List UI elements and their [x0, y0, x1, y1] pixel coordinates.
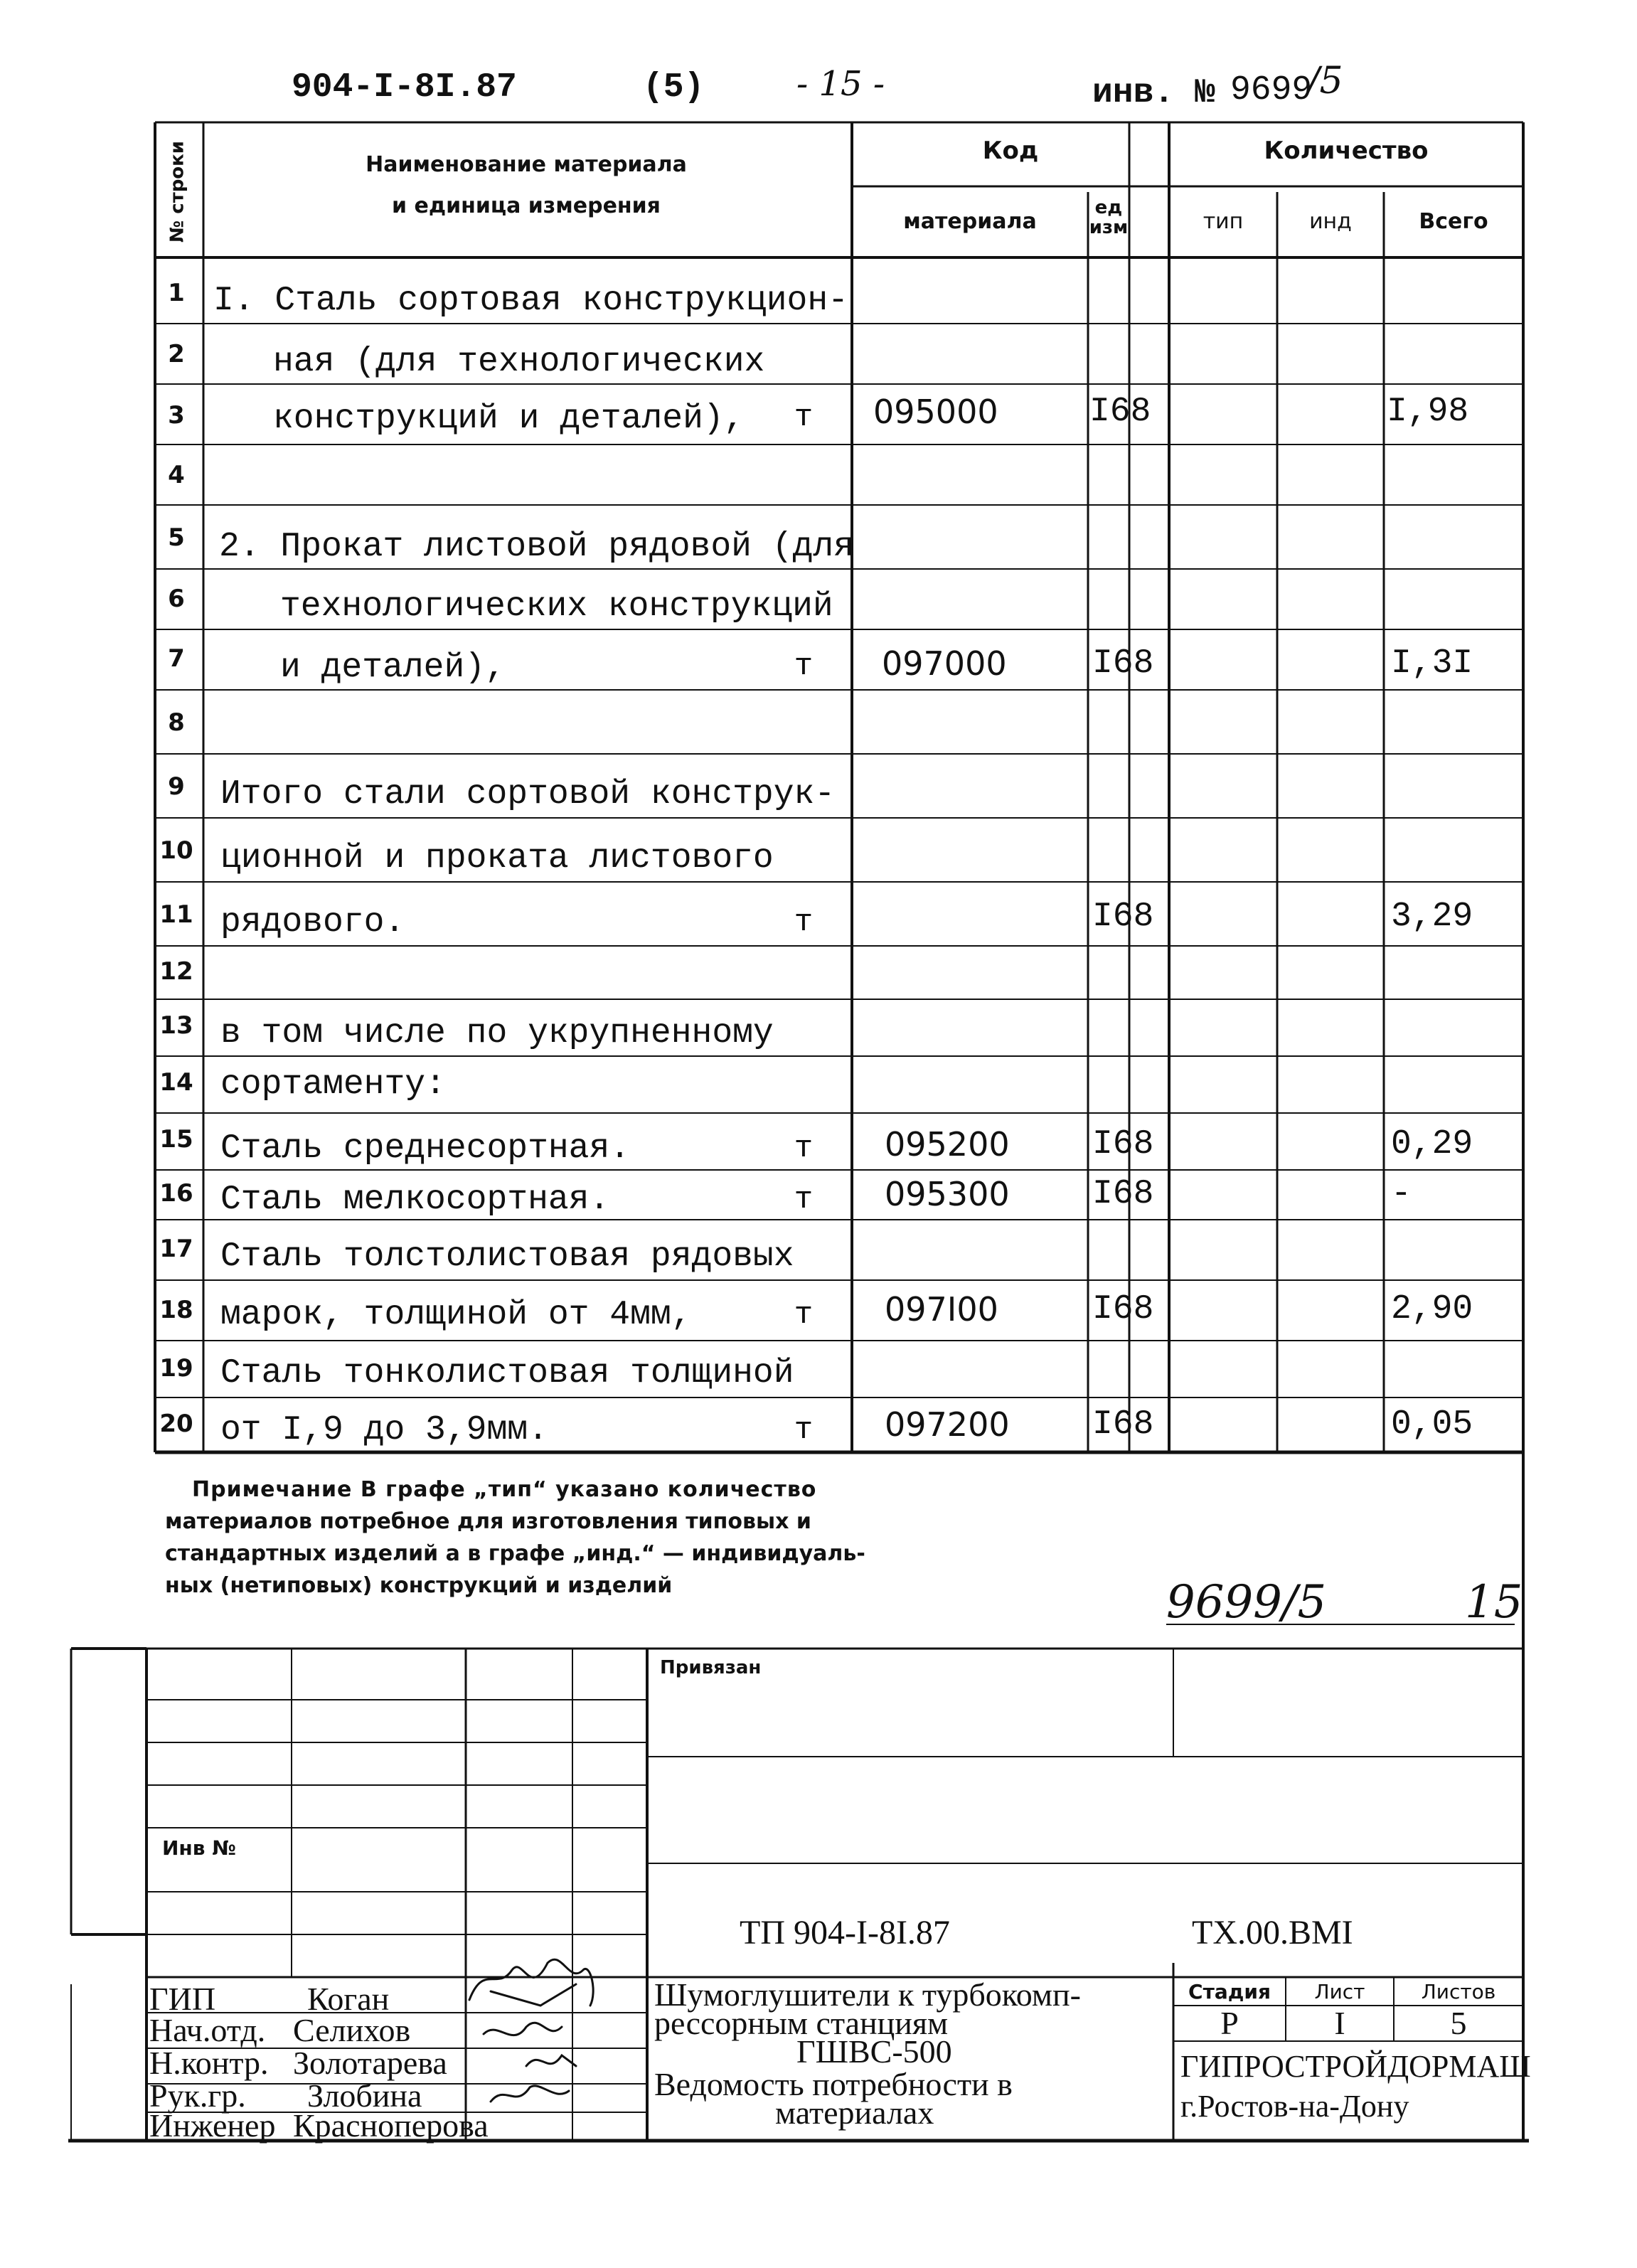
handwritten-sheet: 15 [1465, 1576, 1523, 1629]
row-number: 7 [168, 644, 185, 673]
row-unit: т [794, 1412, 814, 1448]
col-header-total: Всего [1419, 209, 1488, 234]
title-line-1: Шумоглушители к турбокомп- [654, 1976, 1081, 2013]
col-header-unit-2: изм [1089, 217, 1129, 238]
row-total: 0,05 [1391, 1405, 1473, 1444]
doc-code: 904-I-8I.87 [292, 68, 517, 107]
note-line-4: ных (нетиповых) конструкций и изделий [165, 1573, 673, 1598]
inv-number: 9699 [1230, 71, 1313, 110]
row-number: 17 [159, 1235, 193, 1263]
note-line-3: стандартных изделий а в графе „инд.“ — индивидуаль- [165, 1541, 865, 1566]
row-unit: т [794, 1182, 814, 1218]
row-total: 2,90 [1391, 1290, 1473, 1329]
row-name: 2. Прокат листовой рядовой (для [219, 528, 854, 566]
col-header-quantity: Количество [1264, 137, 1429, 165]
sheet-label: Лист [1314, 1980, 1365, 2003]
page-mark: - 15 - [796, 64, 885, 104]
role-name: Селихов [293, 2012, 411, 2048]
row-name: марок, толщиной от 4мм, [220, 1296, 692, 1334]
stage-value: Р [1220, 2005, 1239, 2041]
organization: ГИПРОСТРОЙДОРМАШ [1180, 2049, 1531, 2084]
row-number: 8 [168, 708, 185, 737]
inv-no-label: Инв № [162, 1836, 236, 1860]
col-header-code-material: материала [903, 209, 1037, 234]
row-name: Сталь толстолистовая рядовых [220, 1237, 794, 1276]
row-name: ционной и проката листового [220, 839, 774, 878]
row-total: - [1391, 1175, 1412, 1213]
note-line-1: Примечание В графе „тип“ указано количество [192, 1477, 817, 1502]
row-unit: т [794, 649, 814, 684]
row-edizm: I68 [1092, 644, 1154, 683]
row-edizm: I68 [1092, 1290, 1154, 1329]
row-number: 1 [168, 279, 185, 307]
row-number: 14 [159, 1068, 193, 1097]
row-edizm: I68 [1092, 1175, 1154, 1213]
row-number: 9 [168, 772, 185, 801]
row-unit: т [794, 1297, 814, 1333]
row-number: 18 [159, 1296, 193, 1324]
row-name: Сталь среднесортная. [220, 1129, 631, 1168]
row-edizm: I68 [1092, 1405, 1154, 1444]
row-name: I. Сталь сортовая конструкцион- [213, 282, 848, 320]
role-label: Инженер [149, 2107, 276, 2144]
sheets-label: Листов [1421, 1980, 1496, 2003]
sheet-mark: (5) [643, 68, 705, 107]
role-name: Золотарева [293, 2045, 447, 2081]
col-header-unit-1: ед [1094, 197, 1123, 218]
city: г.Ростов-на-Дону [1180, 2089, 1409, 2124]
role-label: Нач.отд. [149, 2012, 266, 2048]
row-number: 10 [159, 836, 193, 865]
role-name: Злобина [307, 2077, 422, 2114]
row-total: I,3I [1391, 644, 1473, 683]
stage-label: Стадия [1188, 1980, 1271, 2003]
row-name: Сталь тонколистовая толщиной [220, 1354, 794, 1393]
role-name: Красноперова [293, 2107, 489, 2144]
col-header-ind: инд [1309, 209, 1352, 234]
row-code: 097000 [882, 644, 1007, 683]
row-unit: т [794, 905, 814, 940]
row-total: 3,29 [1391, 898, 1473, 936]
row-name: в том числе по укрупненному [220, 1014, 774, 1053]
row-unit: т [794, 400, 814, 435]
row-name: технологических конструкций [280, 587, 833, 626]
title-line-2: рессорным станциям [654, 2005, 949, 2041]
row-number: 3 [168, 401, 185, 430]
title-line-5: материалах [775, 2094, 934, 2131]
role-name: Коган [307, 1981, 390, 2017]
row-number: 20 [159, 1410, 193, 1438]
row-code: 095300 [885, 1175, 1010, 1213]
row-unit: т [794, 1131, 814, 1166]
row-code: 097200 [885, 1405, 1010, 1444]
row-edizm: I68 [1092, 898, 1154, 936]
row-code: 095000 [873, 393, 998, 431]
project-code: ТП 904-I-8I.87 [740, 1914, 950, 1952]
row-number: 15 [159, 1125, 193, 1154]
col-header-name-1: Наименование материала [366, 152, 687, 177]
row-edizm: I68 [1092, 1125, 1154, 1164]
handwritten-inv: 9699/5 [1166, 1576, 1327, 1629]
row-name: ная (для технологических [273, 343, 765, 381]
role-label: Рук.гр. [149, 2077, 246, 2114]
row-number: 11 [159, 900, 193, 929]
row-number: 4 [168, 461, 185, 489]
privyazan-label: Привязан [660, 1657, 762, 1678]
row-number: 13 [159, 1011, 193, 1040]
row-name: сортаменту: [220, 1065, 446, 1104]
inv-suffix: /5 [1307, 60, 1343, 102]
row-edizm: I68 [1089, 393, 1151, 431]
row-number: 16 [159, 1179, 193, 1208]
title-line-3: ГШВС-500 [796, 2033, 952, 2070]
note-line-2: материалов потребное для изготовления типовых и [165, 1509, 811, 1534]
row-code: 095200 [885, 1125, 1010, 1164]
row-number: 6 [168, 585, 185, 613]
row-total: I,98 [1387, 393, 1469, 431]
row-name: конструкций и деталей), [273, 400, 745, 438]
col-header-rownum: № строки [166, 140, 188, 243]
sheets-value: 5 [1450, 2005, 1467, 2041]
col-header-code: Код [982, 137, 1039, 165]
doc-mark: ТХ.00.ВМI [1192, 1914, 1353, 1952]
inv-label: инв. № [1092, 74, 1215, 112]
sheet-value: I [1334, 2005, 1345, 2041]
role-label: ГИП [149, 1981, 216, 2017]
col-header-type: тип [1203, 209, 1244, 234]
role-label: Н.контр. [149, 2045, 269, 2081]
title-line-4: Ведомость потребности в [654, 2066, 1013, 2102]
col-header-name-2: и единица измерения [392, 193, 661, 218]
row-number: 2 [168, 340, 185, 368]
row-code: 097I00 [885, 1290, 998, 1329]
row-number: 5 [168, 523, 185, 552]
row-name: рядового. [220, 903, 405, 942]
row-number: 19 [159, 1354, 193, 1383]
row-name: Итого стали сортовой конструк- [220, 775, 836, 814]
row-number: 12 [159, 957, 193, 986]
row-name: и деталей), [280, 649, 506, 687]
row-total: 0,29 [1391, 1125, 1473, 1164]
row-name: Сталь мелкосортная. [220, 1181, 610, 1219]
row-name: от I,9 до 3,9мм. [220, 1411, 548, 1449]
